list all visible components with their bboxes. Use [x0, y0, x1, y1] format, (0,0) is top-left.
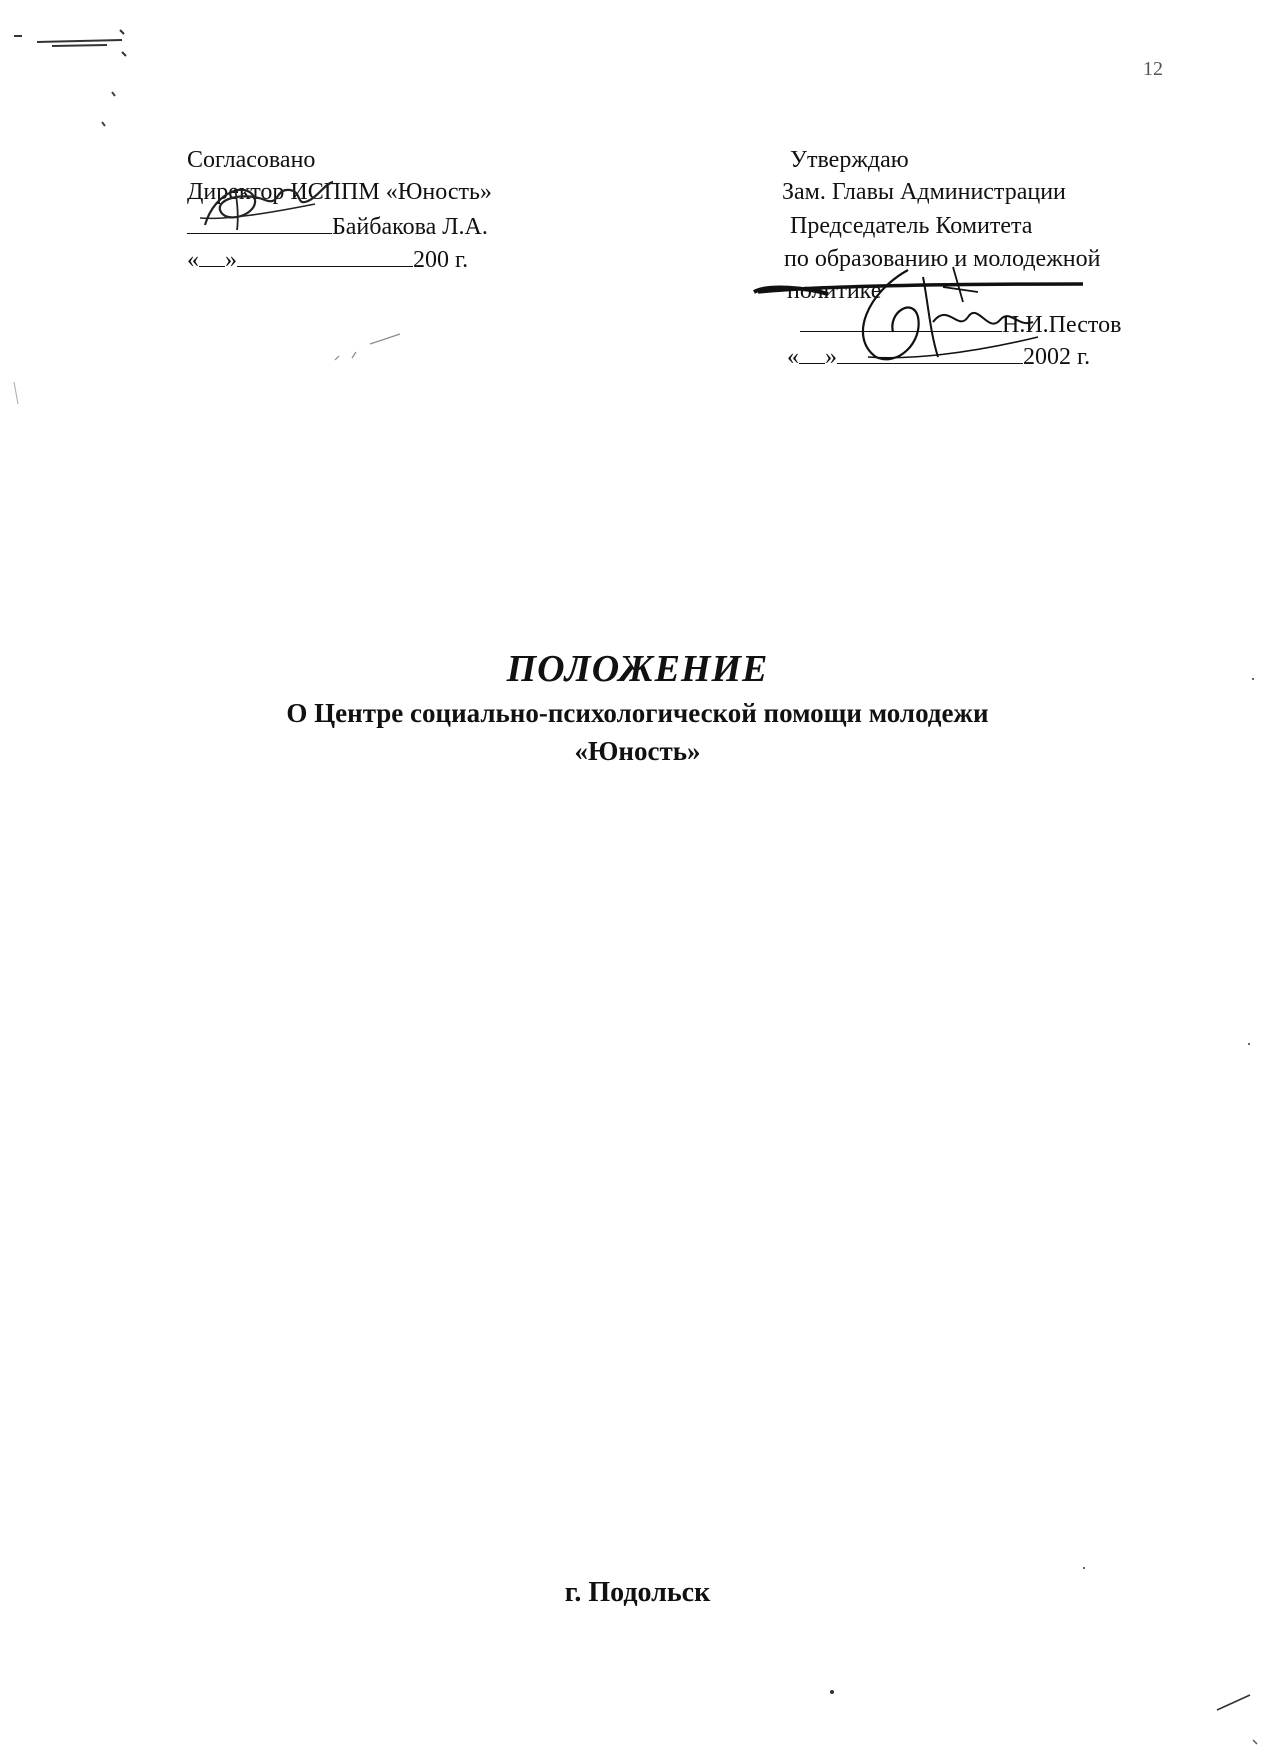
date-close-quote: »	[225, 247, 237, 273]
handwritten-signature-right	[748, 262, 1091, 372]
document-subtitle: О Центре социально-психологической помощи молодежи	[286, 698, 989, 728]
document-title: ПОЛОЖЕНИЕ	[506, 648, 769, 690]
scan-speck	[830, 1690, 834, 1694]
scan-artifact-mark	[1215, 1690, 1275, 1750]
right-signatory-name: Н.И.Пестов	[1002, 312, 1122, 338]
right-date-year: 2002 г.	[1023, 344, 1091, 370]
left-signatory-name: Байбакова Л.А.	[332, 214, 488, 240]
committee-scope-line-2: политике	[787, 278, 882, 304]
scan-speck	[1252, 678, 1254, 680]
scan-speck	[1248, 1043, 1250, 1045]
committee-scope-line: по образованию и молодежной	[784, 246, 1101, 272]
scan-artifact-mark	[330, 330, 410, 370]
deputy-head-position: Зам. Главы Администрации	[782, 179, 1066, 205]
scan-artifact-mark	[10, 380, 30, 410]
approve-heading: Утверждаю	[790, 147, 909, 173]
left-date-line	[187, 244, 468, 275]
organization-name: «Юность»	[574, 736, 701, 766]
date-open-quote: «	[787, 344, 799, 370]
month-underline	[237, 244, 413, 267]
date-close-quote: »	[825, 344, 837, 370]
day-underline	[199, 244, 225, 267]
city-line: г. Подольск	[564, 1577, 711, 1608]
scan-speck	[1083, 1567, 1085, 1569]
handwritten-signature-left	[195, 170, 335, 245]
agreed-heading: Согласовано	[187, 147, 316, 173]
page-number: 12	[1143, 58, 1163, 80]
director-position: Директор ИСППМ «Юность»	[187, 179, 492, 205]
committee-chair-position: Председатель Комитета	[790, 213, 1033, 239]
date-open-quote: «	[187, 247, 199, 273]
scan-artifact-mark	[12, 22, 132, 122]
left-date-year: 200 г.	[413, 247, 469, 273]
